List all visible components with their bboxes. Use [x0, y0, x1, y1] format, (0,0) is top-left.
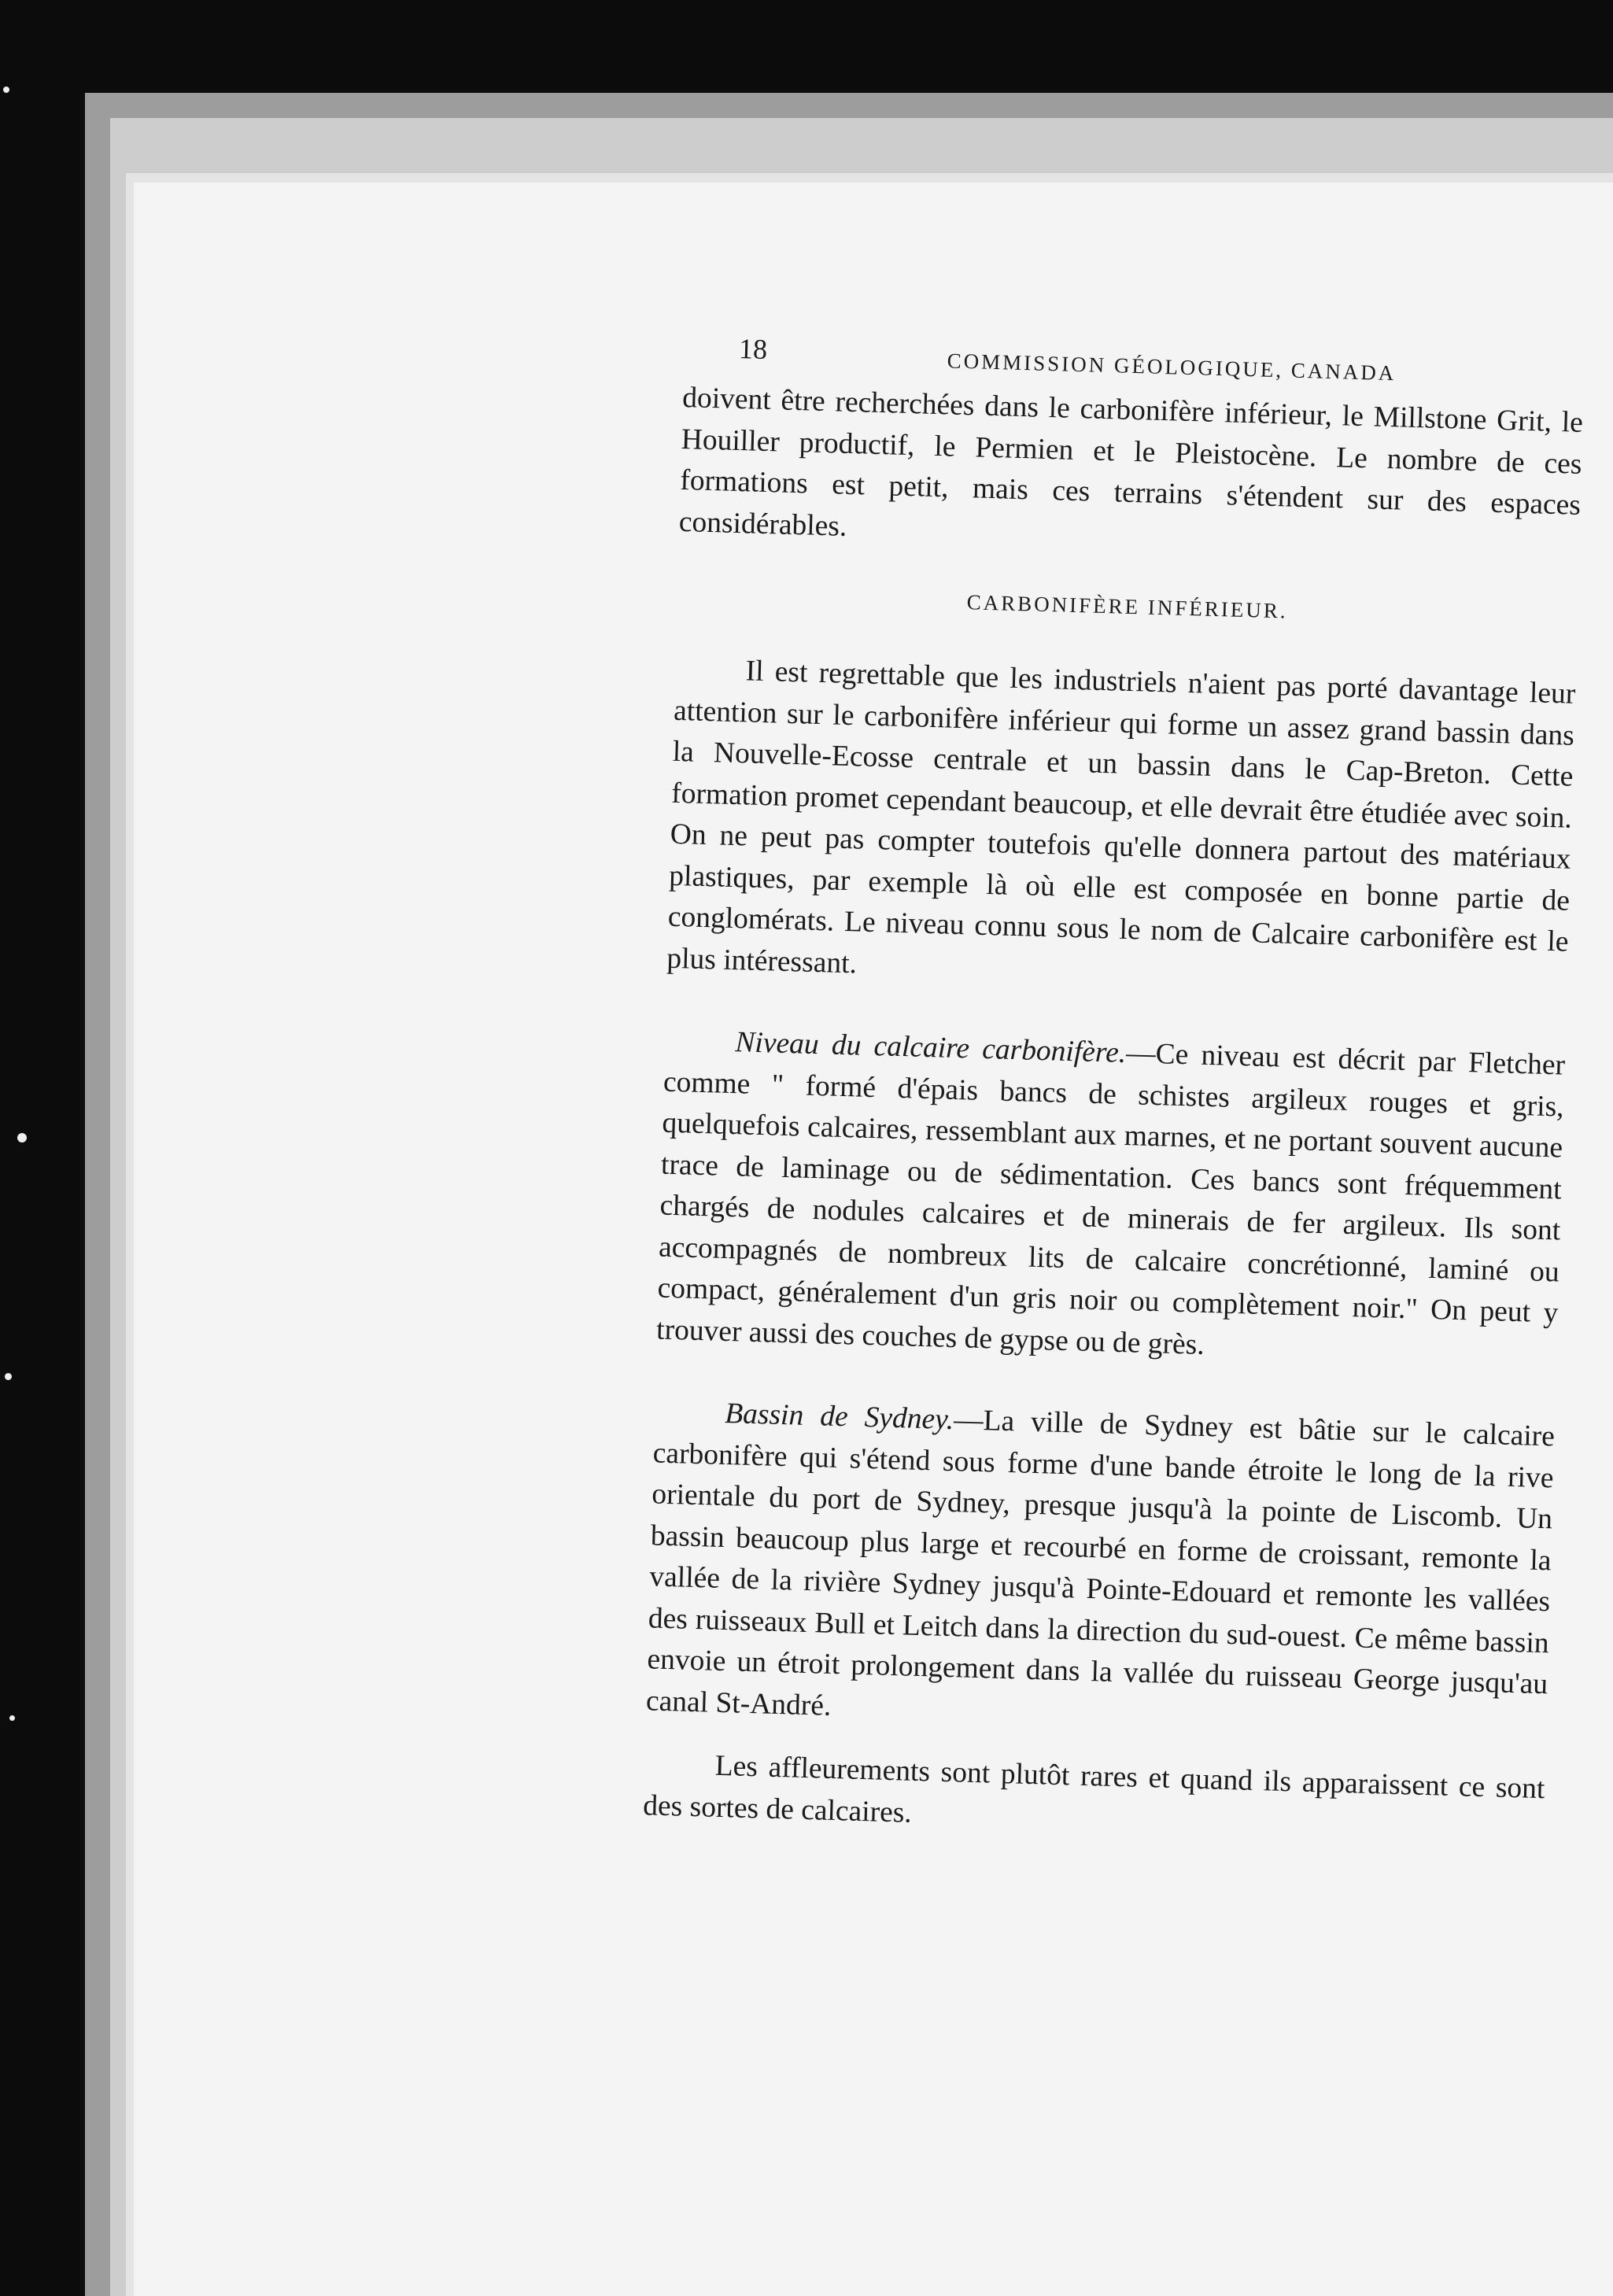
- paragraph-carbonifere: Il est regrettable que les industriels n'aient pas porté davantage leur attention sur le carbonifère inférieur qui forme un assez grand bassin dans la Nouvelle-Ecosse centrale et un bassin dans le Cap-Breton. Cette formation promet cependant beaucoup, et elle devrait être étudiée avec soin. On ne peut pas compter toutefois qu'elle donnera partout des matériaux plastiques, par exemple là où elle est composée en bonne partie de conglomérats. Le niveau connu sous le nom de Calcaire carbonifère est le plus intéressant.: [666, 655, 1576, 980]
- scan-speck: [5, 1373, 12, 1380]
- page-text: [643, 323, 1613, 1852]
- paragraph-niveau-title: Niveau du calcaire carbonifère.: [734, 1026, 1127, 1070]
- header-title: COMMISSION GÉOLOGIQUE, CANADA: [947, 349, 1397, 386]
- scan-speck: [9, 1715, 15, 1721]
- paragraph-affleurements: Les affleurements sont plutôt rares et quand ils apparaissent ce sont des sortes de calcaires.: [642, 1749, 1545, 1829]
- section-heading: CARBONIFÈRE INFÉRIEUR.: [966, 590, 1288, 623]
- scan-speck: [17, 1133, 27, 1142]
- page-number: 18: [738, 332, 768, 365]
- paragraph-niveau-text: —Ce niveau est décrit par Fletcher comme " formé d'épais bancs de schistes argileux rouges et gris, quelquefois calcaires, ressemblant aux marnes, et ne portant souvent aucune trace de laminage ou de sédimentation. Ces bancs sont fréquemment chargés de nodules calcaires et de minerais de fer argileux. Ils sont accompagnés de nombreux lits de calcaire concrétionné, laminé ou compact, généralement d'un gris noir ou complètement noir." On peut y trouver aussi des couches de gypse ou de grès.: [655, 1037, 1566, 1361]
- paragraph-niveau-calcaire: [656, 1021, 1566, 1376]
- paragraph-bassin-title: Bassin de Sydney.: [724, 1397, 954, 1437]
- paragraph-bassin-sydney: [645, 1391, 1555, 1747]
- scan-speck: [3, 87, 9, 93]
- intro-paragraph: doivent être recherchées dans le carbonifère inférieur, le Millstone Grit, le Houiller productif, le Permien et le Pleistocène. Le nombre de ces formations est petit, mais ces terrains s'étendent sur des espaces considérables.: [678, 381, 1584, 543]
- paragraph-bassin-text: —La ville de Sydney est bâtie sur le calcaire carbonifère qui s'étend sous forme d'une bande étroite le long de la rive orientale du port de Sydney, presque jusqu'à la pointe de Liscomb. Un bassin beaucoup plus large et recourbé en forme de croissant, remonte la vallée de la rivière Sydney jusqu'à Pointe-Edouard et remonte les vallées des ruisseaux Bull et Leitch dans la direction du sud-ouest. Ce même bassin envoie un étroit prolongement dans la vallée du ruisseau George jusqu'au canal St-André.: [645, 1404, 1556, 1722]
